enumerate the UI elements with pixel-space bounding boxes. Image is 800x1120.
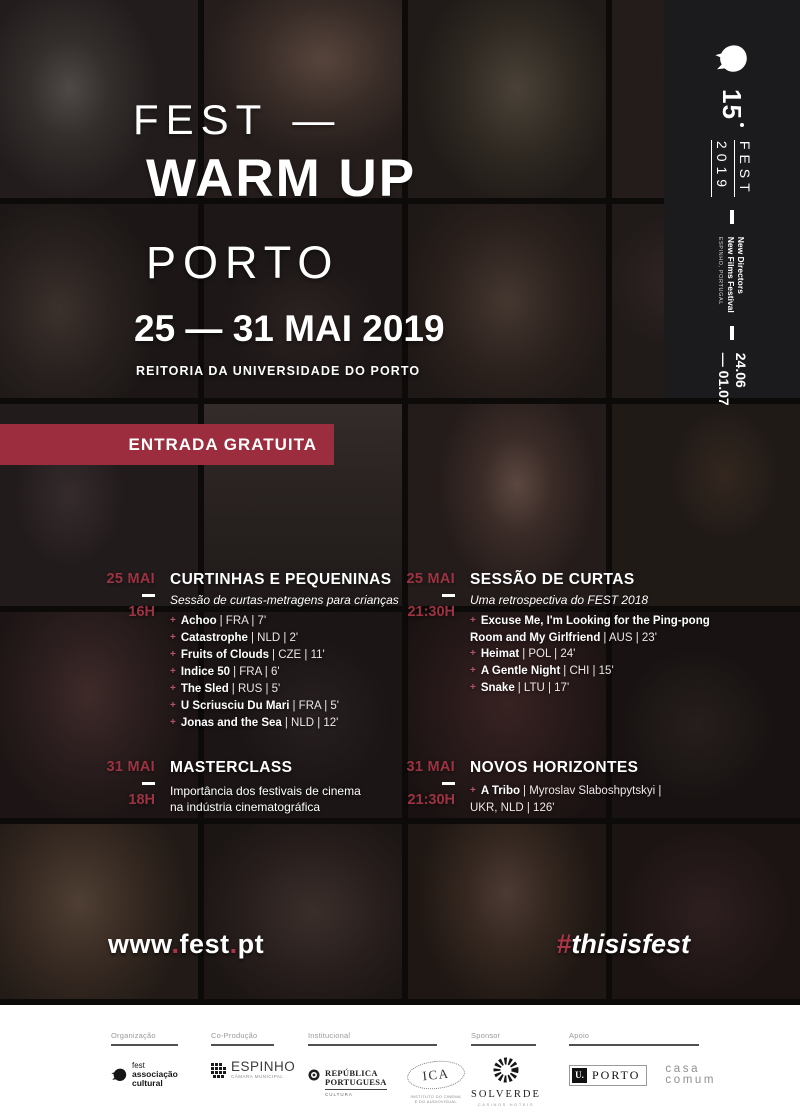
date-dash [442,782,455,785]
film-item: + Catastrophe | NLD | 2' [170,630,427,647]
footer-label: Apoio [569,1031,590,1040]
side-bar [664,0,800,406]
listing-description: Importância dos festivais de cinema na indústria cinematográfica [170,784,361,814]
listing-subtitle: Sessão de curtas-metragens para crianças [170,593,399,607]
film-item: + Jonas and the Sea | NLD | 12' [170,715,427,732]
listing-title: CURTINHAS E PEQUENINAS [170,571,392,588]
title-fest: FEST — [133,96,342,143]
footer-rule [211,1044,274,1046]
festival-date-start: 24.06 [733,352,749,388]
espinho-grid-icon [211,1063,226,1078]
listing-time: 16H [128,604,155,620]
fest-year: 2019 [711,140,730,197]
date-dash [142,782,155,785]
film-item: + U Scriusciu Du Mari | FRA | 5' [170,698,427,715]
republica-portuguesa-logo: REPÚBLICA PORTUGUESA CULTURA [308,1069,387,1097]
listing-time: 21:30H [407,604,455,620]
separator-line [730,326,734,340]
collage-image [612,824,800,999]
film-item: + Fruits of Clouds | CZE | 11' [170,647,427,664]
film-list [170,613,427,732]
casa-comum-logo: casa comum [665,1063,717,1086]
hashtag: #thisisfest [556,929,690,959]
festival-location: ESPINHO, PORTUGAL [717,236,724,305]
footer-rule [471,1044,536,1046]
listing-curtinhas-e-pequeninas [97,571,427,732]
date-dash [442,594,455,597]
film-item: + Snake | LTU | 17' [470,680,727,697]
plus-bullet [470,615,481,627]
solverde-rosette-icon [492,1056,520,1084]
republica-rule [325,1089,387,1090]
listing-datetime [97,759,155,815]
footer-label: Organização [111,1031,156,1040]
listing-subtitle: Uma retrospectiva do FEST 2018 [470,593,649,607]
event-venue: REITORIA DA UNIVERSIDADE DO PORTO [136,364,421,378]
fest-bird-icon [111,1068,127,1082]
collage-image [408,824,606,999]
tagline-line: New Films Festival [726,236,737,313]
plus-bullet [470,785,481,797]
collage-image [0,824,198,999]
footer-label: Institucional [308,1031,351,1040]
fest-wordmark: FEST [734,140,753,197]
festival-dates [715,353,749,406]
listing-novos-horizontes [397,759,727,816]
listing-date: 25 MAI [106,571,155,587]
listing-date: 31 MAI [406,759,455,775]
listing-time: 21:30H [407,792,455,808]
listing-title: NOVOS HORIZONTES [470,759,639,776]
film-item: + Excuse Me, I'm Looking for the Ping-pong Room and My Girlfriend | AUS | 23' [470,613,727,646]
footer-rule [308,1044,437,1046]
collage-image [408,0,606,198]
listing-date: 25 MAI [406,571,455,587]
plus-bullet [470,682,481,694]
uporto-logo: U. PORTO [569,1065,647,1086]
festival-tagline [718,237,747,313]
solverde-logo: SOLVERDE CASINOS HOTEIS [471,1056,541,1107]
plus-bullet [470,665,481,677]
website-link: www.fest.pt [108,929,265,959]
fest-associacao-cultural-logo: fest associação cultural [111,1061,178,1088]
film-item: + A Tribo | Myroslav Slaboshpytskyi | UKR, NLD | 126' [470,783,727,816]
fest-logo-lockup [711,140,753,197]
film-item: + Achoo | FRA | 7' [170,613,427,630]
free-entry-banner: ENTRADA GRATUITA [0,424,334,465]
footer-rule [111,1044,178,1046]
tagline-line: New Directors [736,236,747,294]
listing-time: 18H [128,792,155,808]
listing-date: 31 MAI [106,759,155,775]
title-porto: PORTO [146,237,340,288]
festival-date-end: — 01.07 [716,352,732,406]
event-date-range: 25 — 31 MAI 2019 [134,308,445,349]
edition-number: 15 [717,89,748,127]
plus-bullet [170,683,181,695]
listing-sessao-de-curtas [397,571,727,697]
footer-section-co-producao [211,1031,295,1079]
footer-section-organizacao [111,1031,178,1088]
espinho-logo: ESPINHO CÂMARA MUNICIPAL [211,1061,295,1079]
collage-image [408,204,606,398]
footer-label: Sponsor [471,1031,501,1040]
title-warm-up: WARM UP [146,149,417,208]
film-item: + A Gentle Night | CHI | 15' [470,663,727,680]
plus-bullet [170,632,181,644]
listing-title: SESSÃO DE CURTAS [470,571,635,588]
fest-bird-icon [715,45,749,74]
film-item: + Heimat | POL | 24' [470,646,727,663]
side-bar-rotated-content [664,0,800,406]
sponsors-footer [0,1005,800,1120]
plus-bullet [170,649,181,661]
listing-datetime [397,571,455,697]
footer-section-sponsor [471,1031,541,1107]
plus-bullet [470,648,481,660]
listing-title: MASTERCLASS [170,759,293,776]
film-item: + Indice 50 | FRA | 6' [170,664,427,681]
film-item: + The Sled | RUS | 5' [170,681,427,698]
ica-oval: ICA [405,1058,466,1092]
footer-section-institucional [308,1031,465,1104]
plus-bullet [170,700,181,712]
listing-datetime [397,759,455,816]
date-dash [142,594,155,597]
edition-dot [741,123,745,127]
listing-datetime [97,571,155,732]
footer-label: Co-Produção [211,1031,258,1040]
film-list [470,783,727,816]
plus-bullet [170,615,181,627]
film-list [470,613,727,697]
plus-bullet [170,717,181,729]
collage-image [204,824,402,999]
footer-rule [569,1044,699,1046]
portugal-emblem-icon [308,1069,320,1081]
separator-line [730,210,734,224]
ica-logo: ICA INSTITUTO DO CINEMA E DO AUDIOVISUAL [407,1061,465,1104]
footer-section-apoio [569,1031,716,1086]
listing-masterclass [97,759,427,815]
title-dash: — [292,96,342,143]
plus-bullet [170,666,181,678]
